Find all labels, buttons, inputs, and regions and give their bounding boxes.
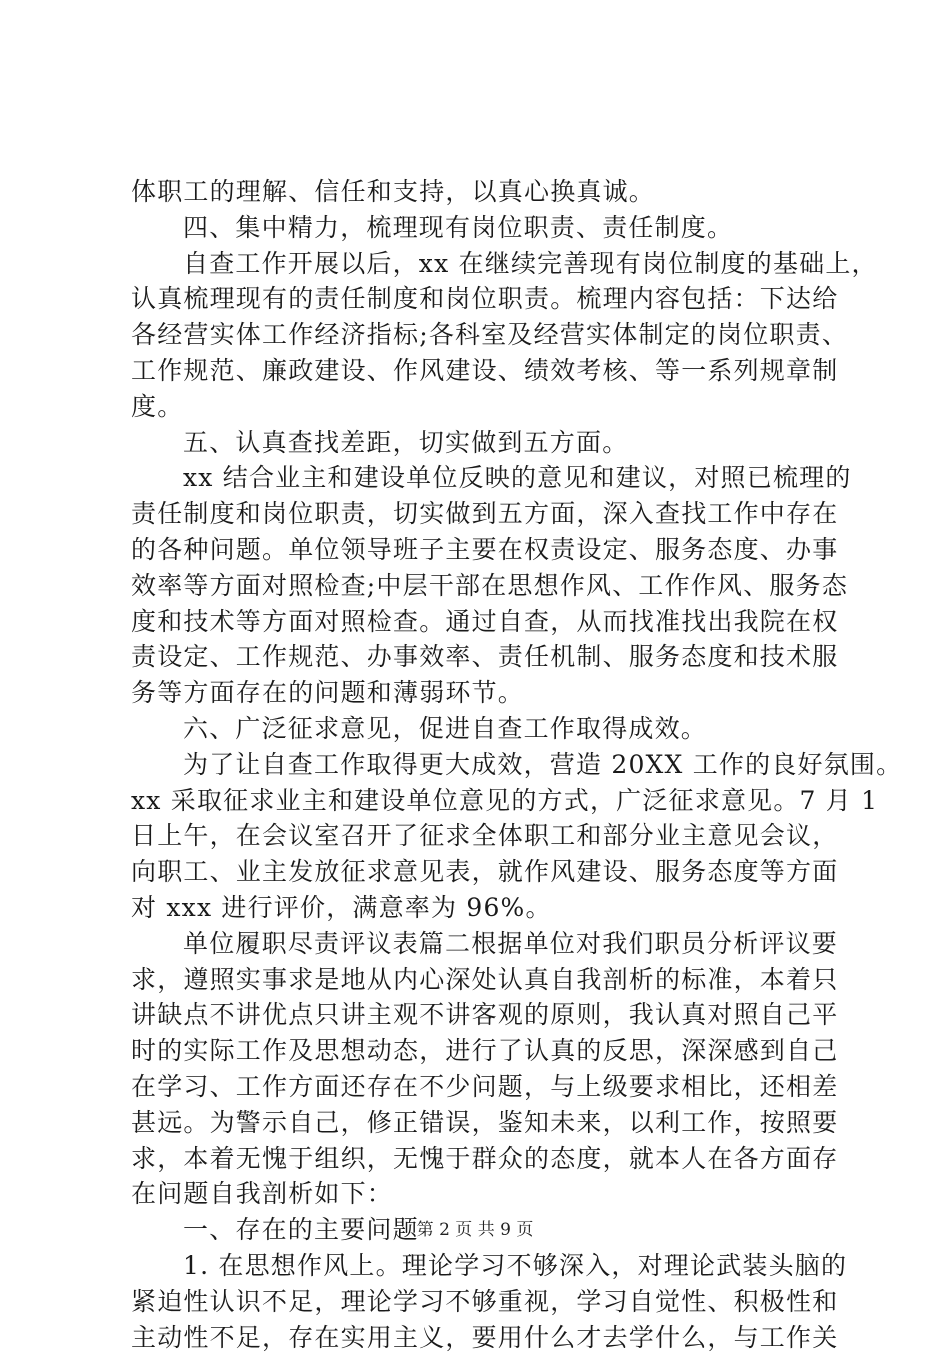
text-line: 向职工、业主发放征求意见表，就作风建设、服务态度等方面 <box>131 854 831 890</box>
text-line: 五、认真查找差距，切实做到五方面。 <box>131 425 831 461</box>
text-line: 自查工作开展以后，xx 在继续完善现有岗位制度的基础上， <box>131 246 831 282</box>
text-line: xx 采取征求业主和建设单位意见的方式，广泛征求意见。7 月 1 <box>131 783 831 819</box>
text-line: 度。 <box>131 389 831 425</box>
text-line: 在学习、工作方面还存在不少问题，与上级要求相比，还相差 <box>131 1069 831 1105</box>
text-line: 求，遵照实事求是地从内心深处认真自我剖析的标准，本着只 <box>131 962 831 998</box>
text-line: 在问题自我剖析如下： <box>131 1176 831 1212</box>
text-line: 紧迫性认识不足，理论学习不够重视，学习自觉性、积极性和 <box>131 1284 831 1320</box>
text-line: 时的实际工作及思想动态，进行了认真的反思，深深感到自己 <box>131 1033 831 1069</box>
text-line: 各经营实体工作经济指标;各科室及经营实体制定的岗位职责、 <box>131 317 831 353</box>
text-line: 度和技术等方面对照检查。通过自查，从而找准找出我院在权 <box>131 604 831 640</box>
text-line: 体职工的理解、信任和支持，以真心换真诚。 <box>131 174 831 210</box>
page-number-footer: 第 2 页 共 9 页 <box>0 1218 950 1242</box>
text-line: 责任制度和岗位职责，切实做到五方面，深入查找工作中存在 <box>131 496 831 532</box>
text-line: 甚远。为警示自己，修正错误，鉴知未来，以利工作，按照要 <box>131 1105 831 1141</box>
text-line: xx 结合业主和建设单位反映的意见和建议，对照已梳理的 <box>131 460 831 496</box>
text-line: 工作规范、廉政建设、作风建设、绩效考核、等一系列规章制 <box>131 353 831 389</box>
text-line: 对 xxx 进行评价，满意率为 96%。 <box>131 890 831 926</box>
text-line: 六、广泛征求意见，促进自查工作取得成效。 <box>131 711 831 747</box>
text-line: 单位履职尽责评议表篇二根据单位对我们职员分析评议要 <box>131 926 831 962</box>
text-line: 主动性不足，存在实用主义，要用什么才去学什么，与工作关 <box>131 1320 831 1355</box>
document-body <box>131 174 831 1355</box>
text-line: 效率等方面对照检查;中层干部在思想作风、工作作风、服务态 <box>131 568 831 604</box>
text-line: 1. 在思想作风上。理论学习不够深入，对理论武装头脑的 <box>131 1248 831 1284</box>
text-line: 为了让自查工作取得更大成效，营造 20XX 工作的良好氛围。 <box>131 747 831 783</box>
text-line: 日上午，在会议室召开了征求全体职工和部分业主意见会议， <box>131 818 831 854</box>
text-line: 求，本着无愧于组织，无愧于群众的态度，就本人在各方面存 <box>131 1141 831 1177</box>
text-line: 责设定、工作规范、办事效率、责任机制、服务态度和技术服 <box>131 639 831 675</box>
text-line: 务等方面存在的问题和薄弱环节。 <box>131 675 831 711</box>
text-line: 四、集中精力，梳理现有岗位职责、责任制度。 <box>131 210 831 246</box>
text-line: 的各种问题。单位领导班子主要在权责设定、服务态度、办事 <box>131 532 831 568</box>
text-line: 讲缺点不讲优点只讲主观不讲客观的原则，我认真对照自己平 <box>131 997 831 1033</box>
text-line: 一、存在的主要问题 <box>131 1212 831 1248</box>
text-line: 认真梳理现有的责任制度和岗位职责。梳理内容包括：下达给 <box>131 281 831 317</box>
